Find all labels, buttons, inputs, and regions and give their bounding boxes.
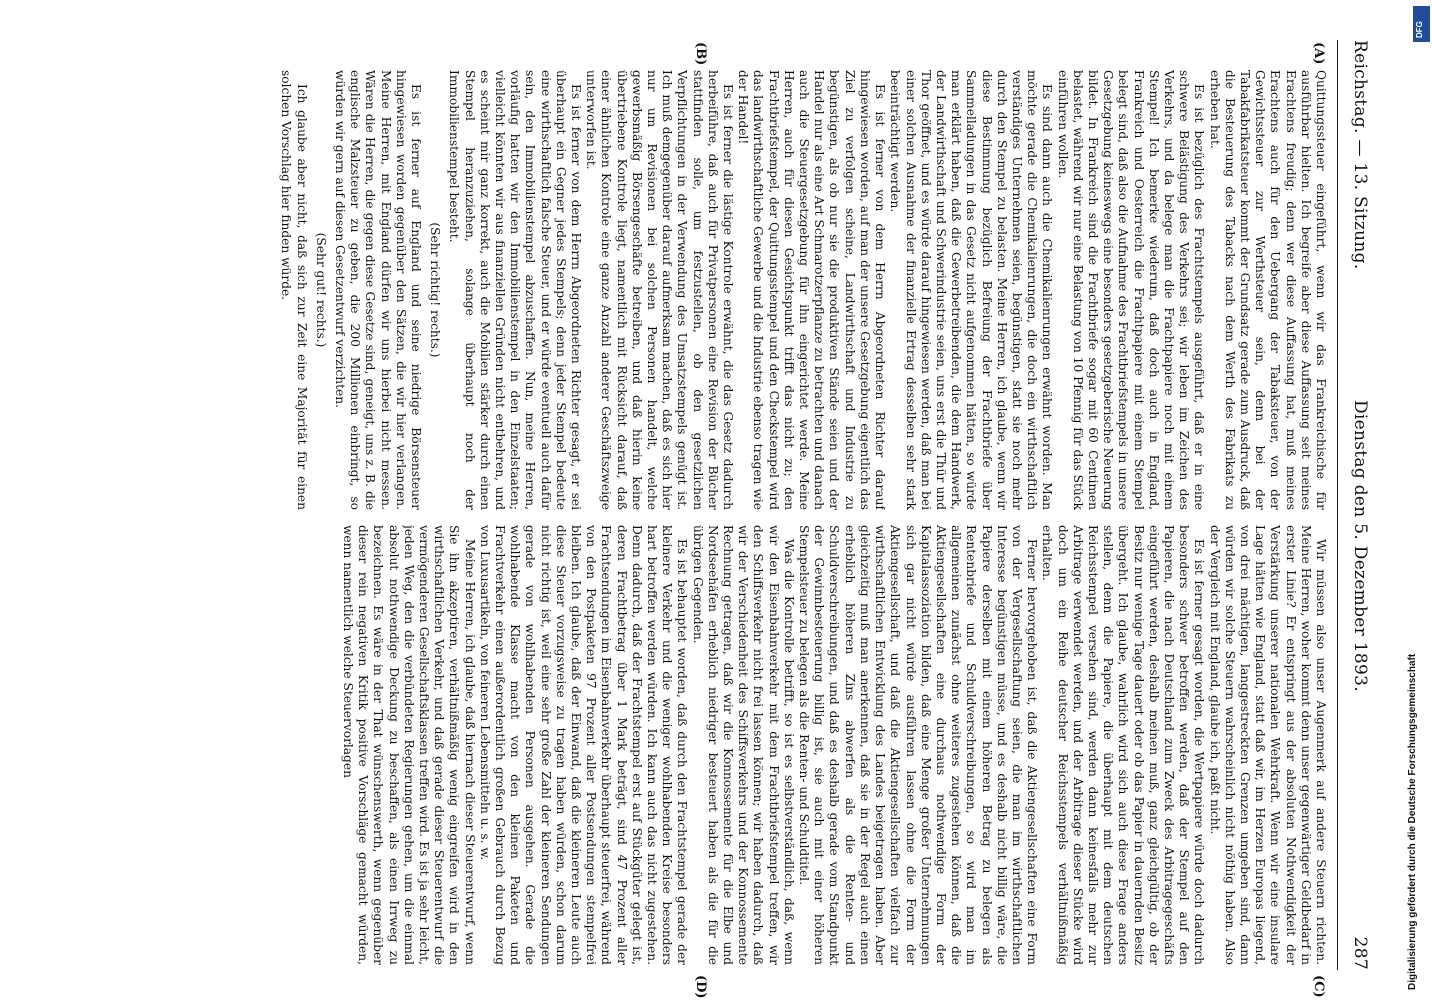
page-header [1340,40,1370,970]
paragraph: Was die Kontrolle betrifft, so ist es selbstverständlich, daß, wenn wir den Eisenbahnverkehr mit dem Frachtbriefstempel treffen, wir den Schiffsverkehr nicht frei lassen können; wir haben dadurch, daß wir der Verschiedenheit des Schiffsverkehrs und der Konnossemente Rechnung getragen, daß wir die Konnossemente für die Elbe und Nordseehäfen erheblich niedriger besteuert haben als die für die übrigen Gegenden. [690,525,796,965]
paragraph: Es ist ferner gesagt worden, die Wertpapiere würde doch dadurch besonders schwer betroffen werden, daß der Stempel auf den Papieren, die nach Deutschland zum Zweck des Arbitragegeschäfts eingeführt werden, deshalb meinen muß, ganz gleichgültig, ob der Besitz nur wenige Tage dauert oder ob das Papier in dauernden Besitz übergeht. Ich glaube, wahrlich wird sich auch diese Frage anders stellen, denn die Papiere, die überhaupt mit dem deutschen Reichsstempel versehen sind, werden dann keinesfalls mehr zur Arbitrage verwendet werden, und der Arbitrage dieser Stücke wird doch um ein Reihe deutscher Reichsstempels verhältnißmäßig erhalten. [1040,525,1207,965]
margin-marker-d: (D) [693,975,708,999]
header-date: Dienstag den 5. Dezember 1893. [1350,400,1370,692]
margin-marker-a: (A) [1311,42,1326,65]
page-number: 287 [1350,936,1370,970]
dfg-logo-text: DFG [1415,21,1424,38]
paragraph: Wir müssen also unser Augenmerk auf andere Steuern richten. Meine Herren, woher kommt denn unser gegenwärtiger Geldbedarf in erster Linie? Er entspringt aus der absoluten Nothwendigkeit der Verstärkung unserer nationalen Wehrkraft. Wenn wir eine insulare Lage hätten wie England, statt daß wir, im Herzen Europas liegend, von drei mächtigen, langgestreckten Grenzen umgeben sind, dann würden wir solche Steuern wahrscheinlich nicht nöthig haben. Also der Vergleich mit England, glaube ich, paßt nicht. [1207,525,1328,965]
interjection: (Sehr richtig! rechts.) [428,222,443,358]
paragraph: Es ist bezüglich des Frachtstempels ausgeführt, daß er in eine schwere Belästigung des Verkehrs sei; wir leben im Zeichen des Verkehrs, und da belege man die Frachtpapiere noch mit einem Stempel! Ich bemerke wiederum, daß doch auch in England, Frankreich und Oesterreich die Frachtpapiere mit einem Stempel belegt sind, daß also die Aufnahme des Frachtbriefstempels in unsere Gesetzgebung keineswegs eine besonders gesetzgeberische Neuerung bildet. In Frankreich sind die Frachtbriefe sogar mit 60 Centimen belastet, während wir nur eine Belastung von 10 Pfennig für das Stück einführen wollen. [1055,70,1207,510]
paragraph: Es ist behauptet worden, daß durch den Frachtstempel gerade der kleinere Verkehr und die weniger wohlhabenden Kreise besonders hart betroffen werden würden. Ich kann auch das nicht zugestehen. Denn dadurch, daß der Frachtstempel erst auf Stückgüter gelegt ist, deren Frachtbetrag über 1 Mark beträgt, sind 47 Prozent aller Frachtsendungen im Eisenbahnverkehr überhaupt steuerfrei, während von den Postpaketen 97 Prozent aller Postsendungen stempelfrei bleiben. Ich glaube, daß der Einwand, daß die kleineren Leute auch diese Steuer vorzugsweise zu tragen haben würden, schon darum nicht richtig ist, weil eine sehr große Zahl der kleineren Sendungen gerade von wohlhabenden Personen ausgehen. Gerade die wohlhabende Klasse macht von den kleinen Paketen und Frachtverkehr einen außerordentlich großen Gebrauch durch Bezug von Luxusartikeln, von feineren Lebensmitteln u. s. w. [477,525,690,965]
margin-marker-c: (C) [1311,975,1326,998]
interjection: (Sehr gut! rechts.) [313,232,328,348]
paragraph: Ich glaube aber nicht, daß sich zur Zeit eine Majorität für einen solchen Vorschlag hier finden würde. [279,70,309,510]
paragraph: Es ist ferner von dem Herrn Abgeordneten Richter gesagt, er sei überhaupt ein Gegner jedes Stempels; denn jeder Stempel bedeute eine wirthschaftlich falsche Steuer, und er würde eventuell auch dafür sein, den Immobilienstempel abzuschaffen. Nun, meine Herren, vorläufig hatten wir den Immobilienstempel in den Einzelstaaten; vielleicht könnten wir aus finanziellen Gründen nicht entbehren, und es scheint mir ganz korrekt, auch die Mobilien stärker durch einen Stempel heranzuziehen, solange überhaupt noch der Immobilienstempel besteht. [447,70,584,510]
paragraph: Quittungssteuer eingeführt, wenn wir das Frankreichische für ausführbar hielten. Ich begreife aber diese Auffassung seit meines Erachtens freudig; denn wer diese Auffassung hat, muß meines Erachtens auch für den Uebergang der Tabaksteuer, von der Gewichtssteuer zur Werthsteuer sein, denn bei der Tabakfabrikatsteuer kommt der Grundsatz gerade zum Ausdruck, daß die Besteuerung des Tabacks nach dem Werth des Fabrikats zu erheben hat. [1207,70,1328,510]
paragraph: Es ist ferner von dem Herrn Abgeordneten Richter darauf hingewiesen worden, auf man der unsere Gesetzgebung eigentlich das Ziel zu verfolgen scheine, Landwirthschaft und Industrie zu begünstigen, als ob nur sie die produktiven Stände seien und der Handel nur als eine Art Schmarotzerpflanze zu betrachten und danach auch die Steuergesetzgebung für ihn eingerichtet werde. Meine Herren, auch für diesen Gesichtspunkt trifft das nicht zu; den Frachtbriefstempel, der Quittungsstempel und den Checkstempel wird das landwirthschaftliche Gewerbe und die Industrie ebenso tragen wie der Handel! [736,70,888,510]
paragraph: Meine Herren, ich glaube, daß hiernach dieser Steuerentwurf, wenn Sie ihn akzeptiren, verhältnißmäßig wenig eingreifen wird in den wirthschaftlichen Verkehr, und daß gerade dieser Steuerentwurf die vermögenderen Gesellschaftsklassen treffen wird. Es ist ja sehr leicht, jeden Weg, den die verbündeten Regierungen gehen, um die einmal absolut nothwendige Deckung zu beschaffen, als einen Irrweg zu bezeichnen. Es wäre in der That wünschenswerth, wenn gegenüber dieser rein negativen Kritik positive Vorschläge gemacht würden, wenn namentlich welche Steuervorlagen [341,525,477,965]
paragraph: Es sind dann auch die Chemikalienrungen erwähnt worden. Man möchte gerade die Chemikalienrungen, die doch ein wirthschaftlich verständiges Unternehmen seien, begünstigen, statt sie noch mehr durch den Stempel zu belasten. Meine Herren, ich glaube, wenn wir diese Bestimmung bezüglich Befreiung der Frachtbriefe über Sammelladungen in das Gesetz nicht aufgenommen hätten, so würde man erklärt haben, daß die Gewerbetreibenden, die dem Handwerk, der Landwirthschaft und Schwerindustrie seien, uns erst die Thür und Thor geöffnet, und es würde darauf hingewiesen werden, daß man bei einer solchen Ausnahme der finanzielle Ertrag desselben sehr stark beeinträchtigt werden. [888,70,1055,510]
dfg-logo [1413,6,1430,42]
text-column-left [28,70,1328,510]
paragraph: Es ist ferner auf England und seine niedrige Börsensteuer hingewiesen worden gegenüber den Sätzen, die wir hier verlangen. Meine Herren, mit England dürfen wir uns hierbei nicht messen. Wären die Herren, die gegen diese Gesetze sind, geneigt, uns z. B. die englische Malzsteuer zu geben, die 200 Millionen einbringt, so würden wir gern auf diesen Gesetzentwurf verzichten. [333,70,424,510]
digitization-notice: Digitalisierung gefördert durch die Deutsche Forschungsgemeinschaft [1407,653,1418,990]
paragraph: Es ist ferner die lästige Kontrole erwähnt, die das Gesetz dadurch herbeiführe, daß auch für Privatpersonen eine Revision der Bücher stattfinden solle, um festzustellen, ob den gesetzlichen Verpflichtungen in der Verwendung des Umsatzstempels genügt ist. Ich muß demgegenüber darauf aufmerksam machen, daß es sich hier nur um Revisionen bei solchen Personen handelt, welche gewerbsmäßig Börsengeschäfte betreiben, und daß hierin keine übertriebene Kontrole liegt, namentlich mit Rücksicht darauf, daß einer ähnlichen Kontrole eine ganze Anzahl anderer Geschäftszweige unterworfen ist. [584,70,736,510]
text-column-right [28,525,1328,965]
margin-marker-b: (B) [693,42,708,66]
rotated-page-content [3,0,1398,1000]
header-session: Reichstag. — 13. Sitzung. [1350,40,1370,270]
paragraph: Ferner hervorgehoben ist, daß die Aktiengesellschaften eine Form von der Vergesellschaftung seien, die man im wirthschaftlichen Interesse begünstigen müsse, und es deshalb nicht billig wäre, die Papiere derselben mit einem höheren Betrag zu belegen als Rentenbriefe und Schuldverschreibungen, so wird man im allgemeinen zunächst ohne weiteres zugestehen können, daß die Aktiengesellschaften eine durchaus nothwendige Form der Kapitalassoziation bilden, daß eine Menge großer Unternehmungen sich gar nicht würde ausführen lassen ohne die Form der Aktiengesellschaft, und daß die Aktiengesellschaften vielfach zur wirthschaftlichen Entwicklung des Landes beigetragen haben. Aber gleichzeitig muß man anerkennen, daß sie in der Regel auch einen erheblich höheren Zins abwerfen als die Renten- und Schuldverschreibungen, und daß es deshalb gerade vom Standpunkt der Gewinnbesteuerung billig ist, sie auch mit einer höheren Stempelsteuer zu belegen als die Renten- und Schuldtitel. [797,525,1040,965]
header-rule [1337,40,1338,970]
